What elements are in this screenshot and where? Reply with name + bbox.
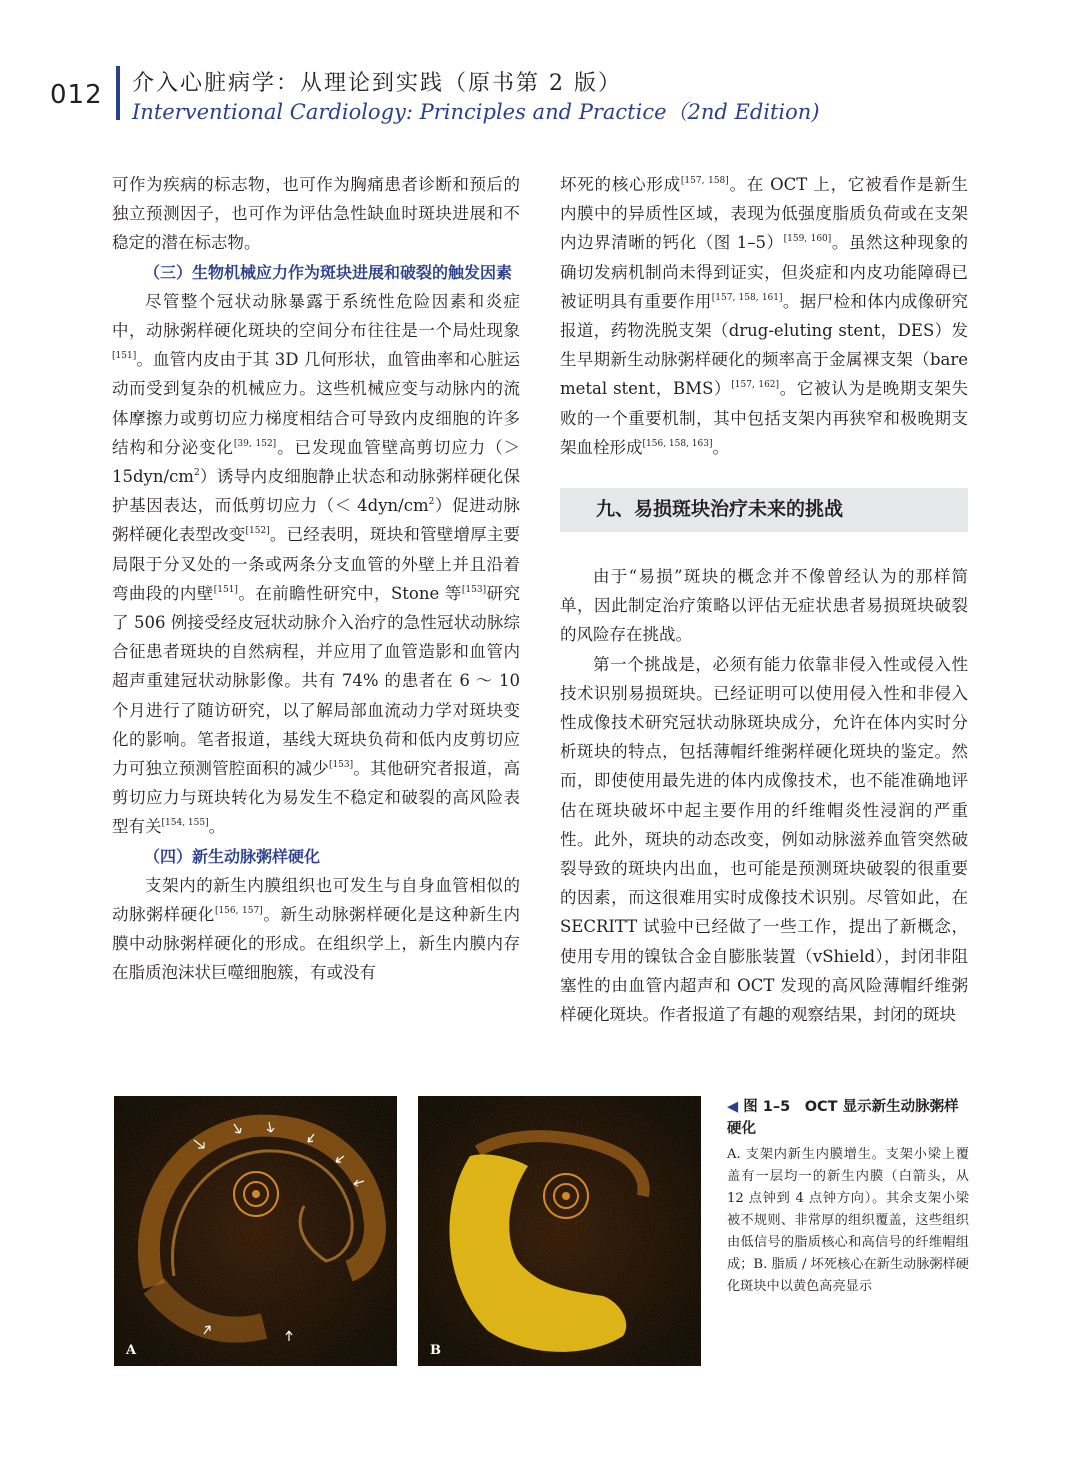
caption-title-text: 图 1–5 OCT 显示新生动脉粥样硬化 (727, 1099, 959, 1137)
oct-image-b (418, 1096, 701, 1366)
text-run: 。新生动脉粥样硬化是这种新生内膜中动脉粥样硬化的形成。在组织学上，新生内膜内存在脂质泡沫状巨噬细胞簇，有或没有 (112, 905, 521, 983)
citation-ref: [39, 152] (233, 438, 277, 449)
text-run: 。血管内皮由于其 3D 几何形状，血管曲率和心脏运动而受到复杂的机械应力。这些机械应变与动脉内的流体摩擦力或剪切应力梯度相结合可导致内皮细胞的许多结构和分泌变化 (112, 350, 520, 457)
citation-ref: [157, 158, 161] (711, 292, 783, 303)
text-run: 。据尸检和体内成像研究报道，药物洗脱支架（drug-eluting stent，DES）发生早期新生动脉粥样硬化的频率高于金属裸支架（bare metal stent，BMS） (560, 291, 969, 399)
superscript: 2 (428, 497, 435, 508)
text-run: 支架内的新生内膜组织也可发生与自身血管相似的动脉粥样硬化 (112, 875, 520, 925)
book-title-english: Interventional Cardiology: Principles and Practice（2nd Edition) (132, 100, 820, 124)
subsection-heading: （四）新生动脉粥样硬化 (144, 846, 321, 866)
text-run: ）诱导内皮细胞静止状态和动脉粥样硬化保护基因表达，而低剪切应力（＜ 4dyn/cm (112, 467, 520, 516)
paragraph: 第一个挑战是，必须有能力依靠非侵入性或侵入性技术识别易损斑块。已经证明可以使用侵入性和非侵入性成像技术研究冠状动脉斑块成分，允许在体内实时分析斑块的特点，包括薄帽纤维粥样硬化斑块的鉴定。然而，即使使用最先进的体内成像技术，也不能准确地评估在斑块破坏中起主要作用的纤维帽炎性浸润的严重性。此外，斑块的动态改变，例如动脉滋养血管突然破裂导致的斑块内出血，也可能是预测斑块破裂的很重要的因素，而这很难用实时成像技术识别。尽管如此，在 SECRITT 试验中已经做了一些工作，提出了新概念，使用专用的镍钛合金自膨胀装置（vShield），封闭非阻塞性的由血管内超声和 OCT 发现的高风险薄帽纤维粥样硬化斑块。作者报道了有趣的观察结果，封闭的斑块 (560, 654, 968, 1025)
right-column (560, 170, 968, 1029)
paragraph: 可作为疾病的标志物，也可作为胸痛患者诊断和预后的独立预测因子，也可作为评估急性缺血时斑块进展和不稳定的潜在标志物。 (112, 175, 520, 253)
citation-ref: [154, 155] (161, 818, 209, 829)
text-run: 。虽然这种现象的确切发病机制尚未得到证实，但炎症和内皮功能障碍已被证明具有重要作用 (560, 233, 968, 311)
caption-pointer-icon: ◀ (727, 1099, 739, 1115)
page-number: 012 (50, 80, 103, 110)
citation-ref: [151] (213, 584, 238, 595)
citation-ref: [159, 160] (783, 234, 832, 245)
text-run: 。已经表明，斑块和管壁增厚主要局限于分叉处的一条或两条分支血管的外壁上并且沿着弯曲段的内壁 (112, 525, 521, 603)
superscript: 2 (193, 468, 200, 479)
paragraph (112, 287, 520, 842)
left-column (112, 170, 520, 988)
text-run: 尽管整个冠状动脉暴露于系统性危险因素和炎症中，动脉粥样硬化斑块的空间分布往往是一个局灶现象 (112, 291, 520, 341)
citation-ref: [152] (245, 526, 270, 537)
text-run: ）促进动脉粥样硬化表型改变 (112, 496, 521, 545)
text-run: 。其他研究者报道，高剪切应力与斑块转化为易发生不稳定和破裂的高风险表型有关 (112, 759, 521, 837)
text-run: 。在 OCT 上，它被看作是新生内膜中的异质性区域，表现为低强度脂质负荷或在支架内边界清晰的钙化（图 1–5） (560, 175, 968, 253)
text-run: 。 (208, 817, 226, 837)
section-heading: 九、易损斑块治疗未来的挑战 (560, 488, 968, 532)
citation-ref: [157, 158] (680, 176, 729, 186)
oct-image-a (114, 1096, 397, 1366)
panel-label: B (430, 1343, 441, 1358)
paragraph (560, 170, 968, 462)
text-run: 。它被认为是晚期支架失败的一个重要机制，其中包括支架内再狭窄和极晚期支架血栓形成 (560, 379, 968, 457)
subsection-heading: （三）生物机械应力作为斑块进展和破裂的触发因素 (144, 262, 513, 282)
citation-ref: [153] (461, 584, 487, 595)
citation-ref: [156, 158, 163] (642, 438, 713, 449)
panel-label: A (126, 1343, 137, 1358)
caption-body: A. 支架内新生内膜增生。支架小梁上覆盖有一层均一的新生内膜（白箭头，从 12 点钟到 4 点钟方向）。其余支架小梁被不规则、非常厚的组织覆盖，这些组织由低信号的脂质核心和高信号的纤维帽组成；B. 脂质 / 坏死核心在新生动脉粥样硬化斑块中以黄色高亮显示 (727, 1147, 969, 1294)
oct-image-panel-b (418, 1096, 701, 1366)
oct-image-panel-a (114, 1096, 397, 1366)
citation-ref: [157, 162] (731, 380, 780, 391)
citation-ref: [156, 157] (214, 906, 263, 917)
paragraph: 由于“易损”斑块的概念并不像曾经认为的那样简单，因此制定治疗策略以评估无症状患者易损斑块破裂的风险存在挑战。 (560, 567, 968, 645)
text-run: 。在前瞻性研究中，Stone 等 (237, 583, 462, 603)
text-run: 。已发现血管壁高剪切应力（＞ 15dyn/cm (112, 437, 521, 487)
text-run: 坏死的核心形成 (560, 175, 681, 194)
paragraph (112, 871, 520, 988)
citation-ref: [153] (328, 760, 354, 771)
figure-caption (727, 1096, 969, 1298)
caption-title (727, 1096, 969, 1140)
text-run: 。 (712, 437, 730, 457)
text-run: 研究了 506 例接受经皮冠状动脉介入治疗的急性冠状动脉综合征患者斑块的自然病程，并应用了血管造影和血管内超声重建冠状动脉影像。共有 74% 的患者在 6 ～ 10 个月进行了随访研究，以了解局部血流动力学对斑块变化的影响。笔者报道，基线大斑块负荷和低内皮剪切应力可独立预测管腔面积的减少 (112, 583, 521, 779)
book-title-chinese: 介入心脏病学：从理论到实践（原书第 2 版） (132, 71, 622, 96)
citation-ref: [151] (112, 351, 137, 362)
header-divider (116, 66, 120, 120)
